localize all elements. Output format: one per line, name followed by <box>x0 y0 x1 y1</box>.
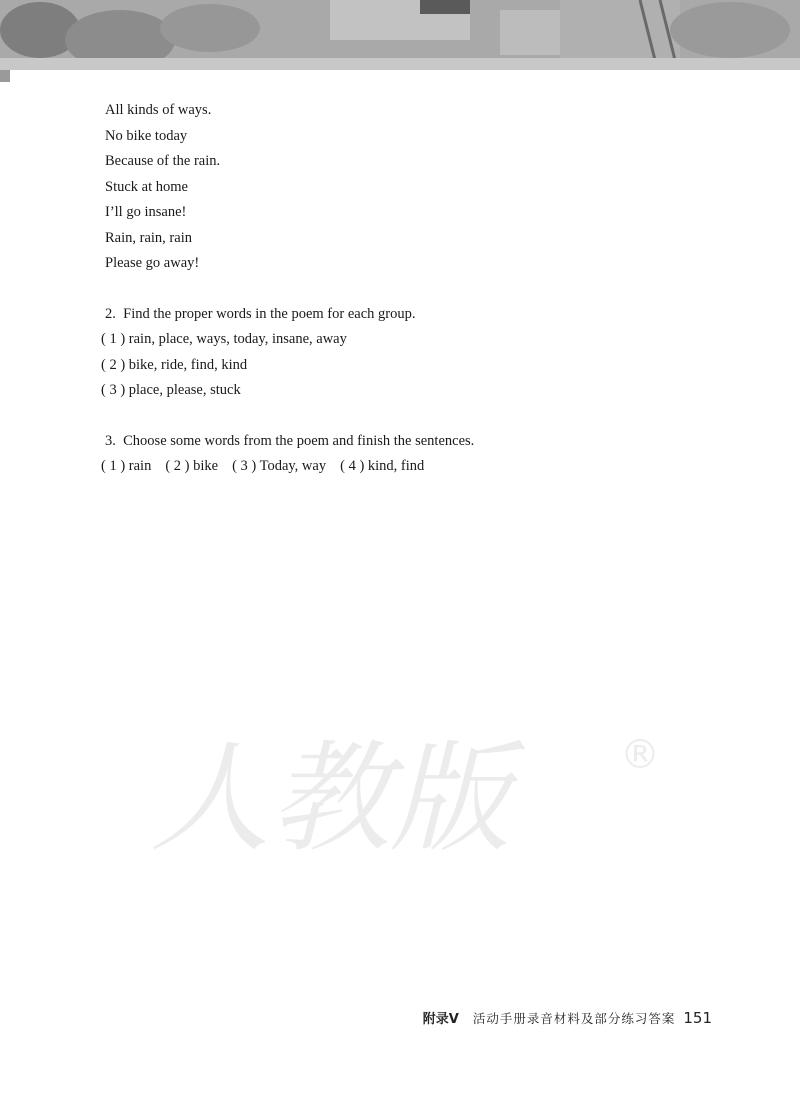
section3-answer: ( 2 ) bike <box>165 458 219 474</box>
header-illustration <box>0 0 800 70</box>
header-edge-tab <box>0 70 10 82</box>
section3-answer: ( 4 ) kind, find <box>340 458 425 474</box>
watermark-registered-mark: ® <box>620 732 660 778</box>
page-content <box>101 98 745 480</box>
footer-description: 活动手册录音材料及部分练习答案 <box>472 1011 676 1026</box>
poem-line: Stuck at home <box>105 178 188 195</box>
poem-line: Rain, rain, rain <box>105 229 192 246</box>
section3-heading: 3. Choose some words from the poem and finish the sentences. <box>105 432 475 449</box>
poem-line: Because of the rain. <box>105 153 221 169</box>
poem-line: All kinds of ways. <box>105 102 212 118</box>
section3-answer: ( 1 ) rain <box>101 458 152 474</box>
poem-line: I’ll go insane! <box>105 204 187 220</box>
header-banner <box>0 0 800 70</box>
poem-line: Please go away! <box>105 255 200 271</box>
section3-answer: ( 3 ) Today, way <box>232 458 327 474</box>
section3-answers <box>101 454 745 480</box>
section2-item: ( 3 ) place, please, stuck <box>101 382 241 398</box>
section2-item: ( 2 ) bike, ride, find, kind <box>101 356 248 373</box>
publisher-watermark <box>150 720 670 870</box>
section2-heading: 2. Find the proper words in the poem for each group. <box>105 305 416 322</box>
footer-appendix: 附录V <box>422 1012 459 1027</box>
watermark-text: 人教版 <box>150 730 510 869</box>
section2-item: ( 1 ) rain, place, ways, today, insane, away <box>101 331 347 347</box>
page-number: 151 <box>683 1009 712 1027</box>
poem-line: No bike today <box>105 127 188 144</box>
page-footer <box>423 1008 712 1027</box>
